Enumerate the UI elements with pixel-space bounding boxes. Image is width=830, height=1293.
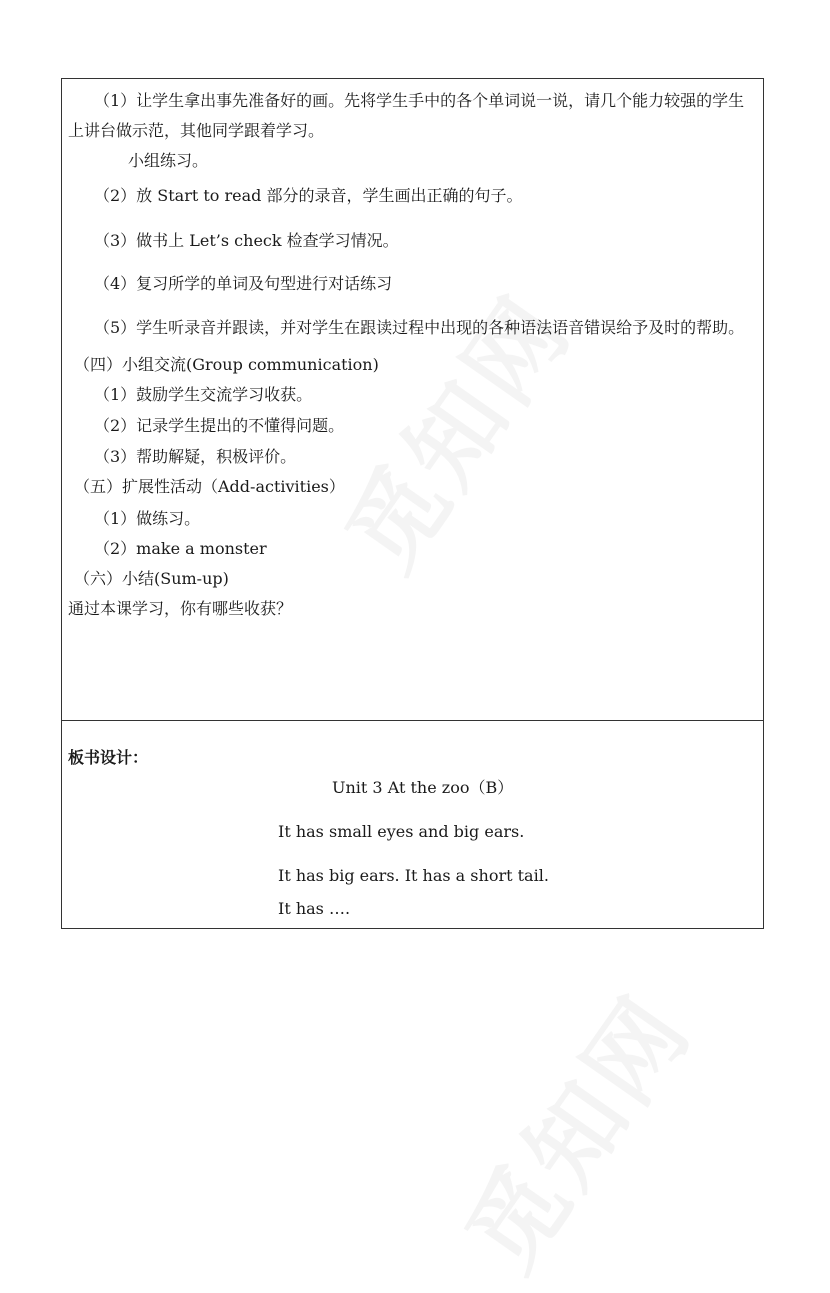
step-line: （4）复习所学的单词及句型进行对话练习 — [94, 274, 393, 293]
teaching-process-cell — [62, 79, 763, 721]
lesson-plan-table — [61, 78, 764, 929]
section-title: （六）小结(Sum-up) — [74, 569, 229, 588]
list-item: （3）帮助解疑，积极评价。 — [94, 447, 297, 466]
watermark — [429, 964, 717, 1293]
step-line: （1）让学生拿出事先准备好的画。先将学生手中的各个单词说一说，请几个能力较强的学生 — [94, 91, 745, 110]
section-title: （四）小组交流(Group communication) — [74, 355, 379, 374]
board-line: It has big ears. It has a short tail. — [278, 866, 549, 885]
step-line: （3）做书上 Let’s check 检查学习情况。 — [94, 231, 399, 250]
board-line: It has small eyes and big ears. — [278, 822, 525, 841]
list-item: （2）make a monster — [94, 539, 267, 558]
step-line: （5）学生听录音并跟读，并对学生在跟读过程中出现的各种语法语音错误给予及时的帮助。 — [94, 318, 745, 337]
list-item: （2）记录学生提出的不懂得问题。 — [94, 416, 345, 435]
board-label: 板书设计： — [68, 748, 149, 767]
section-title: （五）扩展性活动（Add-activities） — [74, 477, 345, 496]
board-title: Unit 3 At the zoo（B） — [332, 778, 514, 797]
step-line: 上讲台做示范，其他同学跟着学习。 — [68, 121, 325, 140]
step-line: 小组练习。 — [128, 151, 209, 170]
list-item: （1）做练习。 — [94, 509, 201, 528]
list-item: （1）鼓励学生交流学习收获。 — [94, 385, 313, 404]
board-line: It has …. — [278, 899, 351, 918]
step-line: （2）放 Start to read 部分的录音，学生画出正确的句子。 — [94, 186, 523, 205]
summary-text: 通过本课学习，你有哪些收获？ — [68, 599, 293, 618]
board-design-cell — [62, 721, 763, 928]
